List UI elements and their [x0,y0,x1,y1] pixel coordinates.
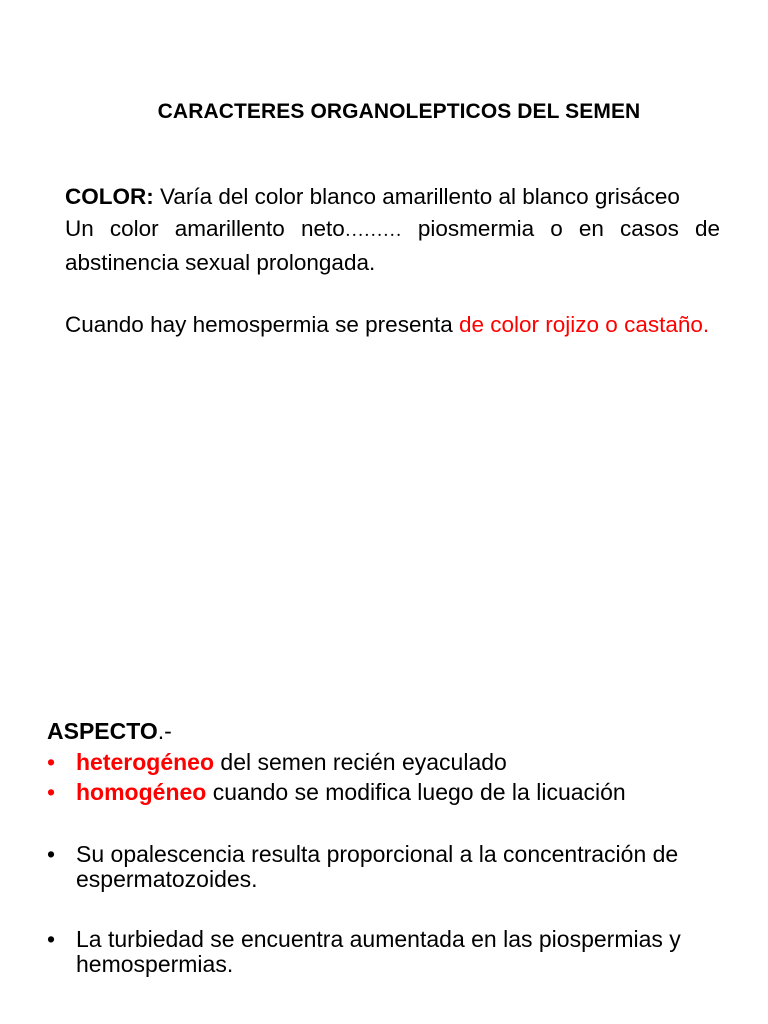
item-keyword: homogéneo [76,779,207,805]
aspecto-section [47,715,737,977]
bullet-icon: • [47,779,56,805]
list-item [47,842,737,892]
item-keyword: heterogéneo [76,749,215,775]
page-title: CARACTERES ORGANOLEPTICOS DEL SEMEN [157,100,641,123]
color-line-1: Varía del color blanco amarillento al blanco grisáceo [153,184,680,209]
list-item [47,747,737,777]
aspecto-notes [47,842,737,977]
color-section [65,181,720,341]
color-paragraph [65,181,720,279]
aspecto-list [47,747,737,807]
color-line-2-end: piosmermia o en casos de abstinencia sexual prolongada. [65,216,720,275]
list-item [47,927,737,977]
item-text: cuando se modifica luego de la licuación [206,779,626,805]
note-text: Su opalescencia resulta proporcional a la concentración de espermatozoides. [76,841,679,892]
list-item [47,777,737,807]
hemospermia-text: Cuando hay hemospermia se presenta [65,312,459,337]
hemospermia-paragraph [65,309,720,341]
note-text: La turbiedad se encuentra aumentada en las piospermias y hemospermias. [76,926,681,977]
bullet-icon: • [47,841,56,867]
color-line-2-start: Un color amarillento neto [65,216,345,241]
aspecto-heading [47,715,737,747]
aspecto-label: ASPECTO [47,718,158,744]
hemospermia-red-text: de color rojizo o castaño. [458,312,710,337]
ellipsis-dots: ……… [344,220,402,241]
item-text: del semen recién eyaculado [214,749,507,775]
bullet-icon: • [47,749,56,775]
bullet-icon: • [47,926,56,952]
aspecto-label-suffix: .- [157,718,172,744]
color-label: COLOR: [65,184,154,209]
